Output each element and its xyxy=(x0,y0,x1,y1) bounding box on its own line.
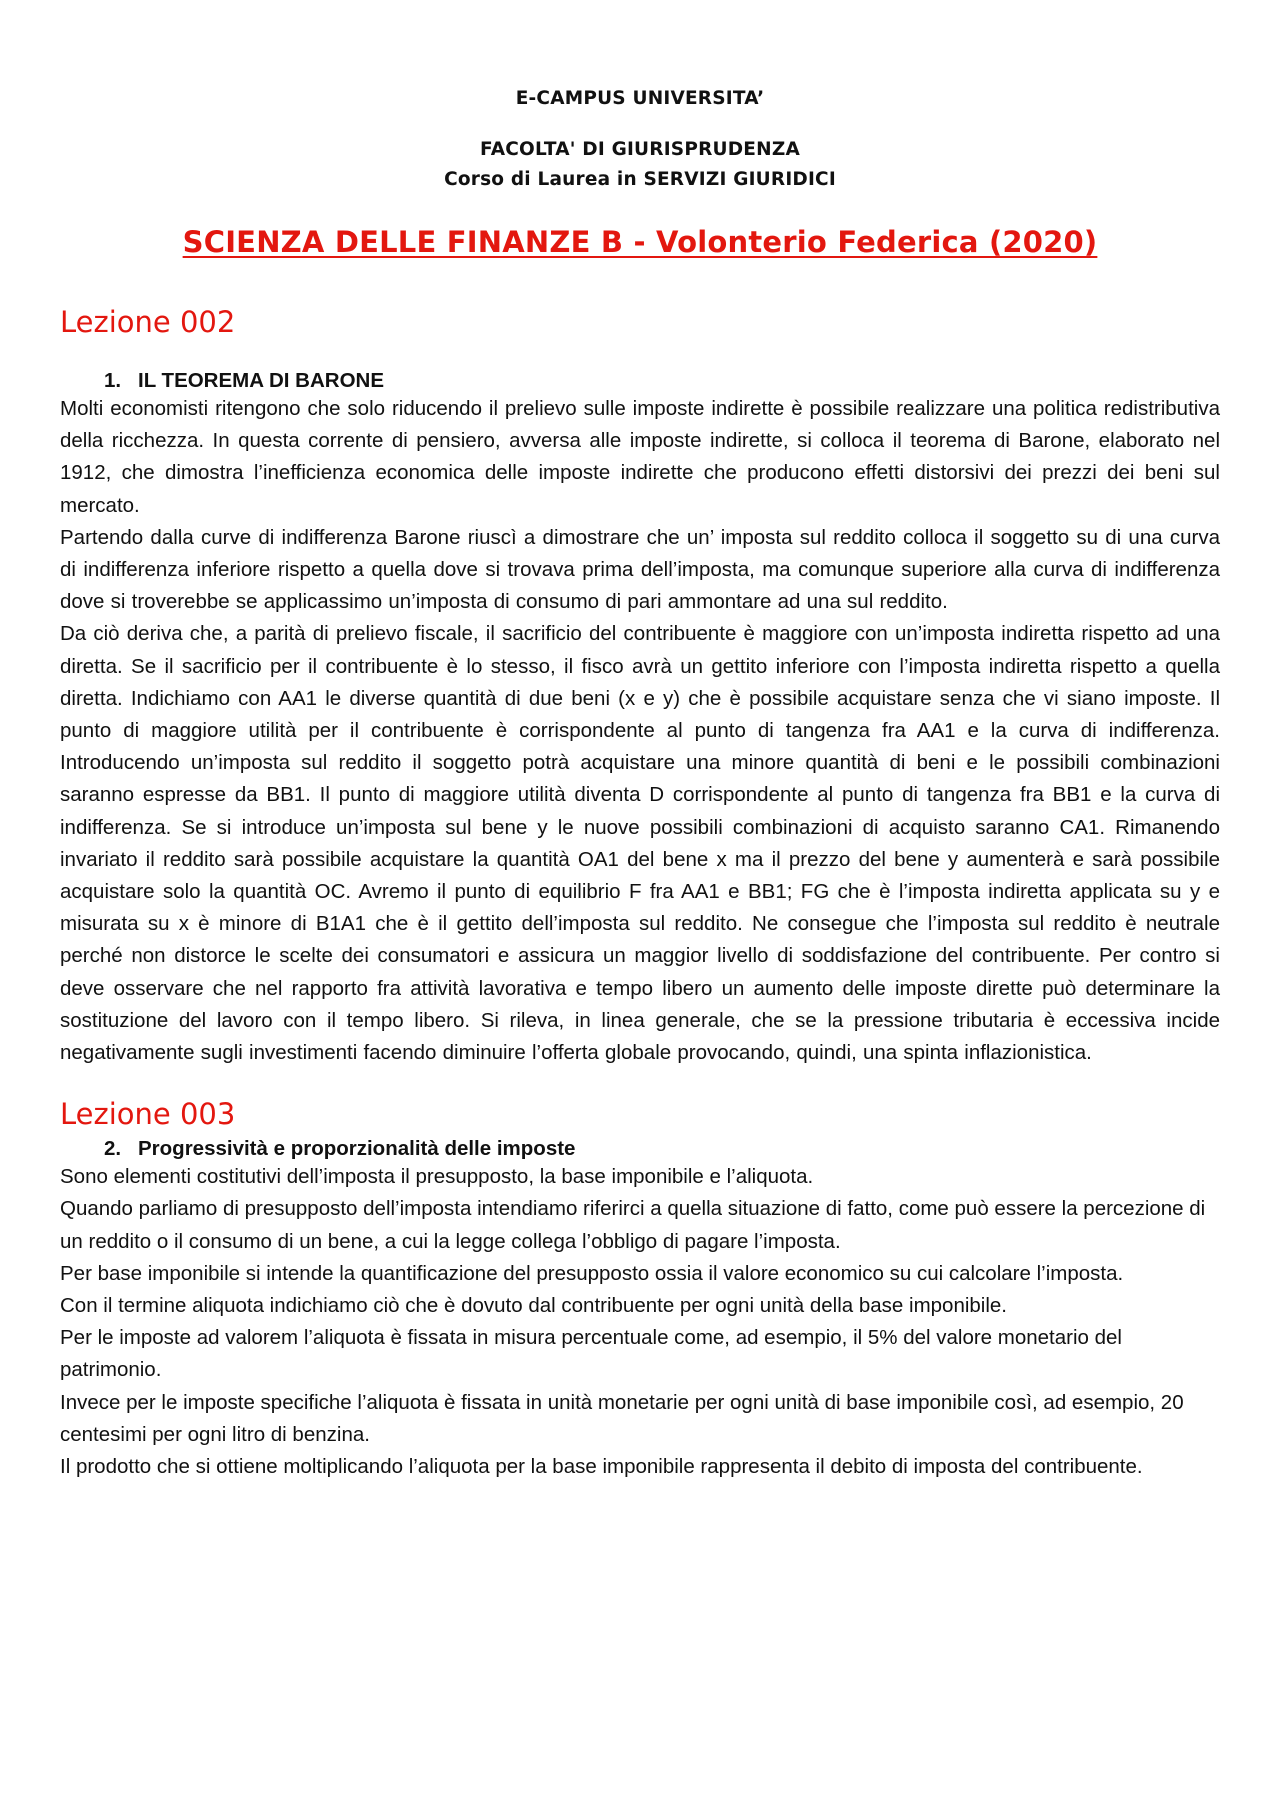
section-number: 2. xyxy=(104,1137,122,1161)
document-title: SCIENZA DELLE FINANZE B - Volonterio Federica (2020) xyxy=(182,225,1098,259)
lesson-heading: Lezione 003 xyxy=(60,1097,236,1132)
faculty-name: FACOLTA' DI GIURISPRUDENZA xyxy=(480,139,800,160)
paragraph: Molti economisti ritengono che solo riducendo il prelievo sulle imposte indirette è possibile realizzare una politica redistributiva della ricchezza. In questa corrente di pensiero, avversa alle imposte indirette, si colloca il teorema di Barone, elaborato nel 1912, che dimostra l’inefficienza economica delle imposte indirette che producono effetti distorsivi dei prezzi dei beni sul mercato. xyxy=(60,397,1220,517)
paragraph: Quando parliamo di presupposto dell’imposta intendiamo riferirci a quella situazione di fatto, come può essere la percezione di un reddito o il consumo di un bene, a cui la legge collega l’obbligo di pagare l’imposta. xyxy=(60,1197,1206,1253)
paragraph: Il prodotto che si ottiene moltiplicando l’aliquota per la base imponibile rappresenta il debito di imposta del contribuente. xyxy=(60,1455,1143,1479)
section-number: 1. xyxy=(104,369,122,392)
paragraph: Con il termine aliquota indichiamo ciò che è dovuto dal contribuente per ogni unità della base imponibile. xyxy=(60,1294,1008,1318)
paragraph: Sono elementi costitutivi dell’imposta il presupposto, la base imponibile e l’aliquota. xyxy=(60,1165,814,1189)
course-name: Corso di Laurea in SERVIZI GIURIDICI xyxy=(444,169,836,190)
paragraph: Da ciò deriva che, a parità di prelievo fiscale, il sacrificio del contribuente è maggiore con un’imposta indiretta rispetto ad una diretta. Se il sacrificio per il contribuente è lo stesso, il fisco avrà un gettito inferiore con l’imposta indiretta rispetto a quella diretta. Indichiamo con AA1 le diverse quantità di due beni (x e y) che è possibile acquistare senza che vi siano imposte. Il punto di maggiore utilità per il contribuente è corrispondente al punto di tangenza fra AA1 e la curva di indifferenza. Introducendo un’imposta sul reddito il soggetto potrà acquistare una minore quantità di beni e le possibili combinazioni saranno espresse da BB1. Il punto di maggiore utilità diventa D corrispondente al punto di tangenza fra BB1 e la curva di indifferenza. Se si introduce un’imposta sul bene y le nuove possibili combinazioni di acquisto saranno CA1. Rimanendo invariato il reddito sarà possibile acquistare la quantità OA1 del bene x ma il prezzo del bene y aumenterà e sarà possibile acquistare solo la quantità OC. Avremo il punto di equilibrio F fra AA1 e BB1; FG che è l’imposta indiretta applicata su y e misurata su x è minore di B1A1 che è il gettito dell’imposta sul reddito. Ne consegue che l’imposta sul reddito è neutrale perché non distorce le scelte dei consumatori e assicura un maggior livello di soddisfazione del contribuente. Per contro si deve osservare che nel rapporto fra attività lavorativa e tempo libero un aumento delle imposte dirette può determinare la sostituzione del lavoro con il tempo libero. Si rileva, in linea generale, che se la pressione tributaria è eccessiva incide negativamente sugli investimenti facendo diminuire l’offerta globale provocando, quindi, una spinta inflazionistica. xyxy=(60,622,1220,1065)
lesson-heading: Lezione 002 xyxy=(60,305,236,339)
paragraph: Per le imposte ad valorem l’aliquota è fissata in misura percentuale come, ad esempio, il 5% del valore monetario del patrimonio. xyxy=(60,1326,1122,1382)
paragraph: Per base imponibile si intende la quantificazione del presupposto ossia il valore economico su cui calcolare l’imposta. xyxy=(60,1261,1124,1285)
paragraph: Partendo dalla curve di indifferenza Barone riuscì a dimostrare che un’ imposta sul reddito colloca il soggetto su di una curva di indifferenza inferiore rispetto a quella dove si trovava prima dell’imposta, ma comunque superiore alla curva di indifferenza dove si troverebbe se applicassimo un’imposta di consumo di pari ammontare ad una sul reddito. xyxy=(60,525,1220,614)
university-name: E-CAMPUS UNIVERSITA’ xyxy=(515,88,765,109)
section-heading xyxy=(60,369,1220,393)
paragraph: Invece per le imposte specifiche l’aliquota è fissata in unità monetarie per ogni unità di base imponibile così, ad esempio, 20 centesimi per ogni litro di benzina. xyxy=(60,1390,1184,1446)
section-title: Progressività e proporzionalità delle imposte xyxy=(138,1137,576,1161)
section-heading xyxy=(60,1137,1220,1161)
section-title: IL TEOREMA DI BARONE xyxy=(138,369,385,392)
